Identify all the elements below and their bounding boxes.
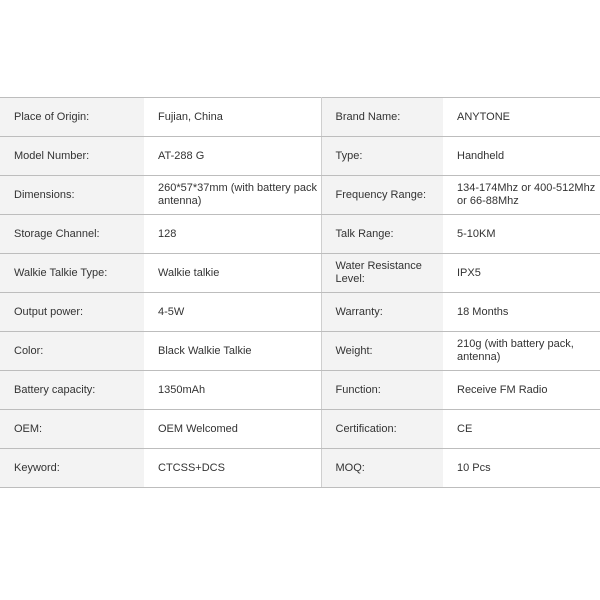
spec-value: 10 Pcs	[443, 449, 600, 488]
spec-value: Receive FM Radio	[443, 371, 600, 410]
spec-value: 18 Months	[443, 293, 600, 332]
spec-label: Color:	[0, 332, 144, 371]
spec-value: 5-10KM	[443, 215, 600, 254]
spec-label: Frequency Range:	[321, 176, 443, 215]
spec-value: OEM Welcomed	[144, 410, 321, 449]
table-row	[0, 449, 600, 488]
spec-label: Keyword:	[0, 449, 144, 488]
spec-label: OEM:	[0, 410, 144, 449]
spec-value: 4-5W	[144, 293, 321, 332]
spec-label: Walkie Talkie Type:	[0, 254, 144, 293]
table-row	[0, 215, 600, 254]
spec-value: CE	[443, 410, 600, 449]
spec-label: Model Number:	[0, 137, 144, 176]
table-row	[0, 332, 600, 371]
spec-value: 210g (with battery pack, antenna)	[443, 332, 600, 371]
spec-value: ANYTONE	[443, 98, 600, 137]
spec-label: Place of Origin:	[0, 98, 144, 137]
spec-value: 134-174Mhz or 400-512Mhz or 66-88Mhz	[443, 176, 600, 215]
spec-label: Storage Channel:	[0, 215, 144, 254]
table-row	[0, 176, 600, 215]
spec-table	[0, 97, 600, 488]
spec-value: Black Walkie Talkie	[144, 332, 321, 371]
spec-value: Walkie talkie	[144, 254, 321, 293]
spec-label: Type:	[321, 137, 443, 176]
table-row	[0, 410, 600, 449]
spec-label: Talk Range:	[321, 215, 443, 254]
table-row	[0, 371, 600, 410]
spec-label: Battery capacity:	[0, 371, 144, 410]
spec-value: Handheld	[443, 137, 600, 176]
table-row	[0, 293, 600, 332]
spec-label: Warranty:	[321, 293, 443, 332]
spec-label: Water Resistance Level:	[321, 254, 443, 293]
table-row	[0, 98, 600, 137]
spec-label: Certification:	[321, 410, 443, 449]
spec-value: AT-288 G	[144, 137, 321, 176]
table-row	[0, 137, 600, 176]
spec-label: Dimensions:	[0, 176, 144, 215]
spec-label: Output power:	[0, 293, 144, 332]
spec-label: MOQ:	[321, 449, 443, 488]
spec-value: 128	[144, 215, 321, 254]
spec-value: IPX5	[443, 254, 600, 293]
spec-value: Fujian, China	[144, 98, 321, 137]
spec-value: CTCSS+DCS	[144, 449, 321, 488]
spec-label: Weight:	[321, 332, 443, 371]
table-row	[0, 254, 600, 293]
spec-label: Brand Name:	[321, 98, 443, 137]
spec-label: Function:	[321, 371, 443, 410]
spec-value: 260*57*37mm (with battery pack antenna)	[144, 176, 321, 215]
spec-value: 1350mAh	[144, 371, 321, 410]
